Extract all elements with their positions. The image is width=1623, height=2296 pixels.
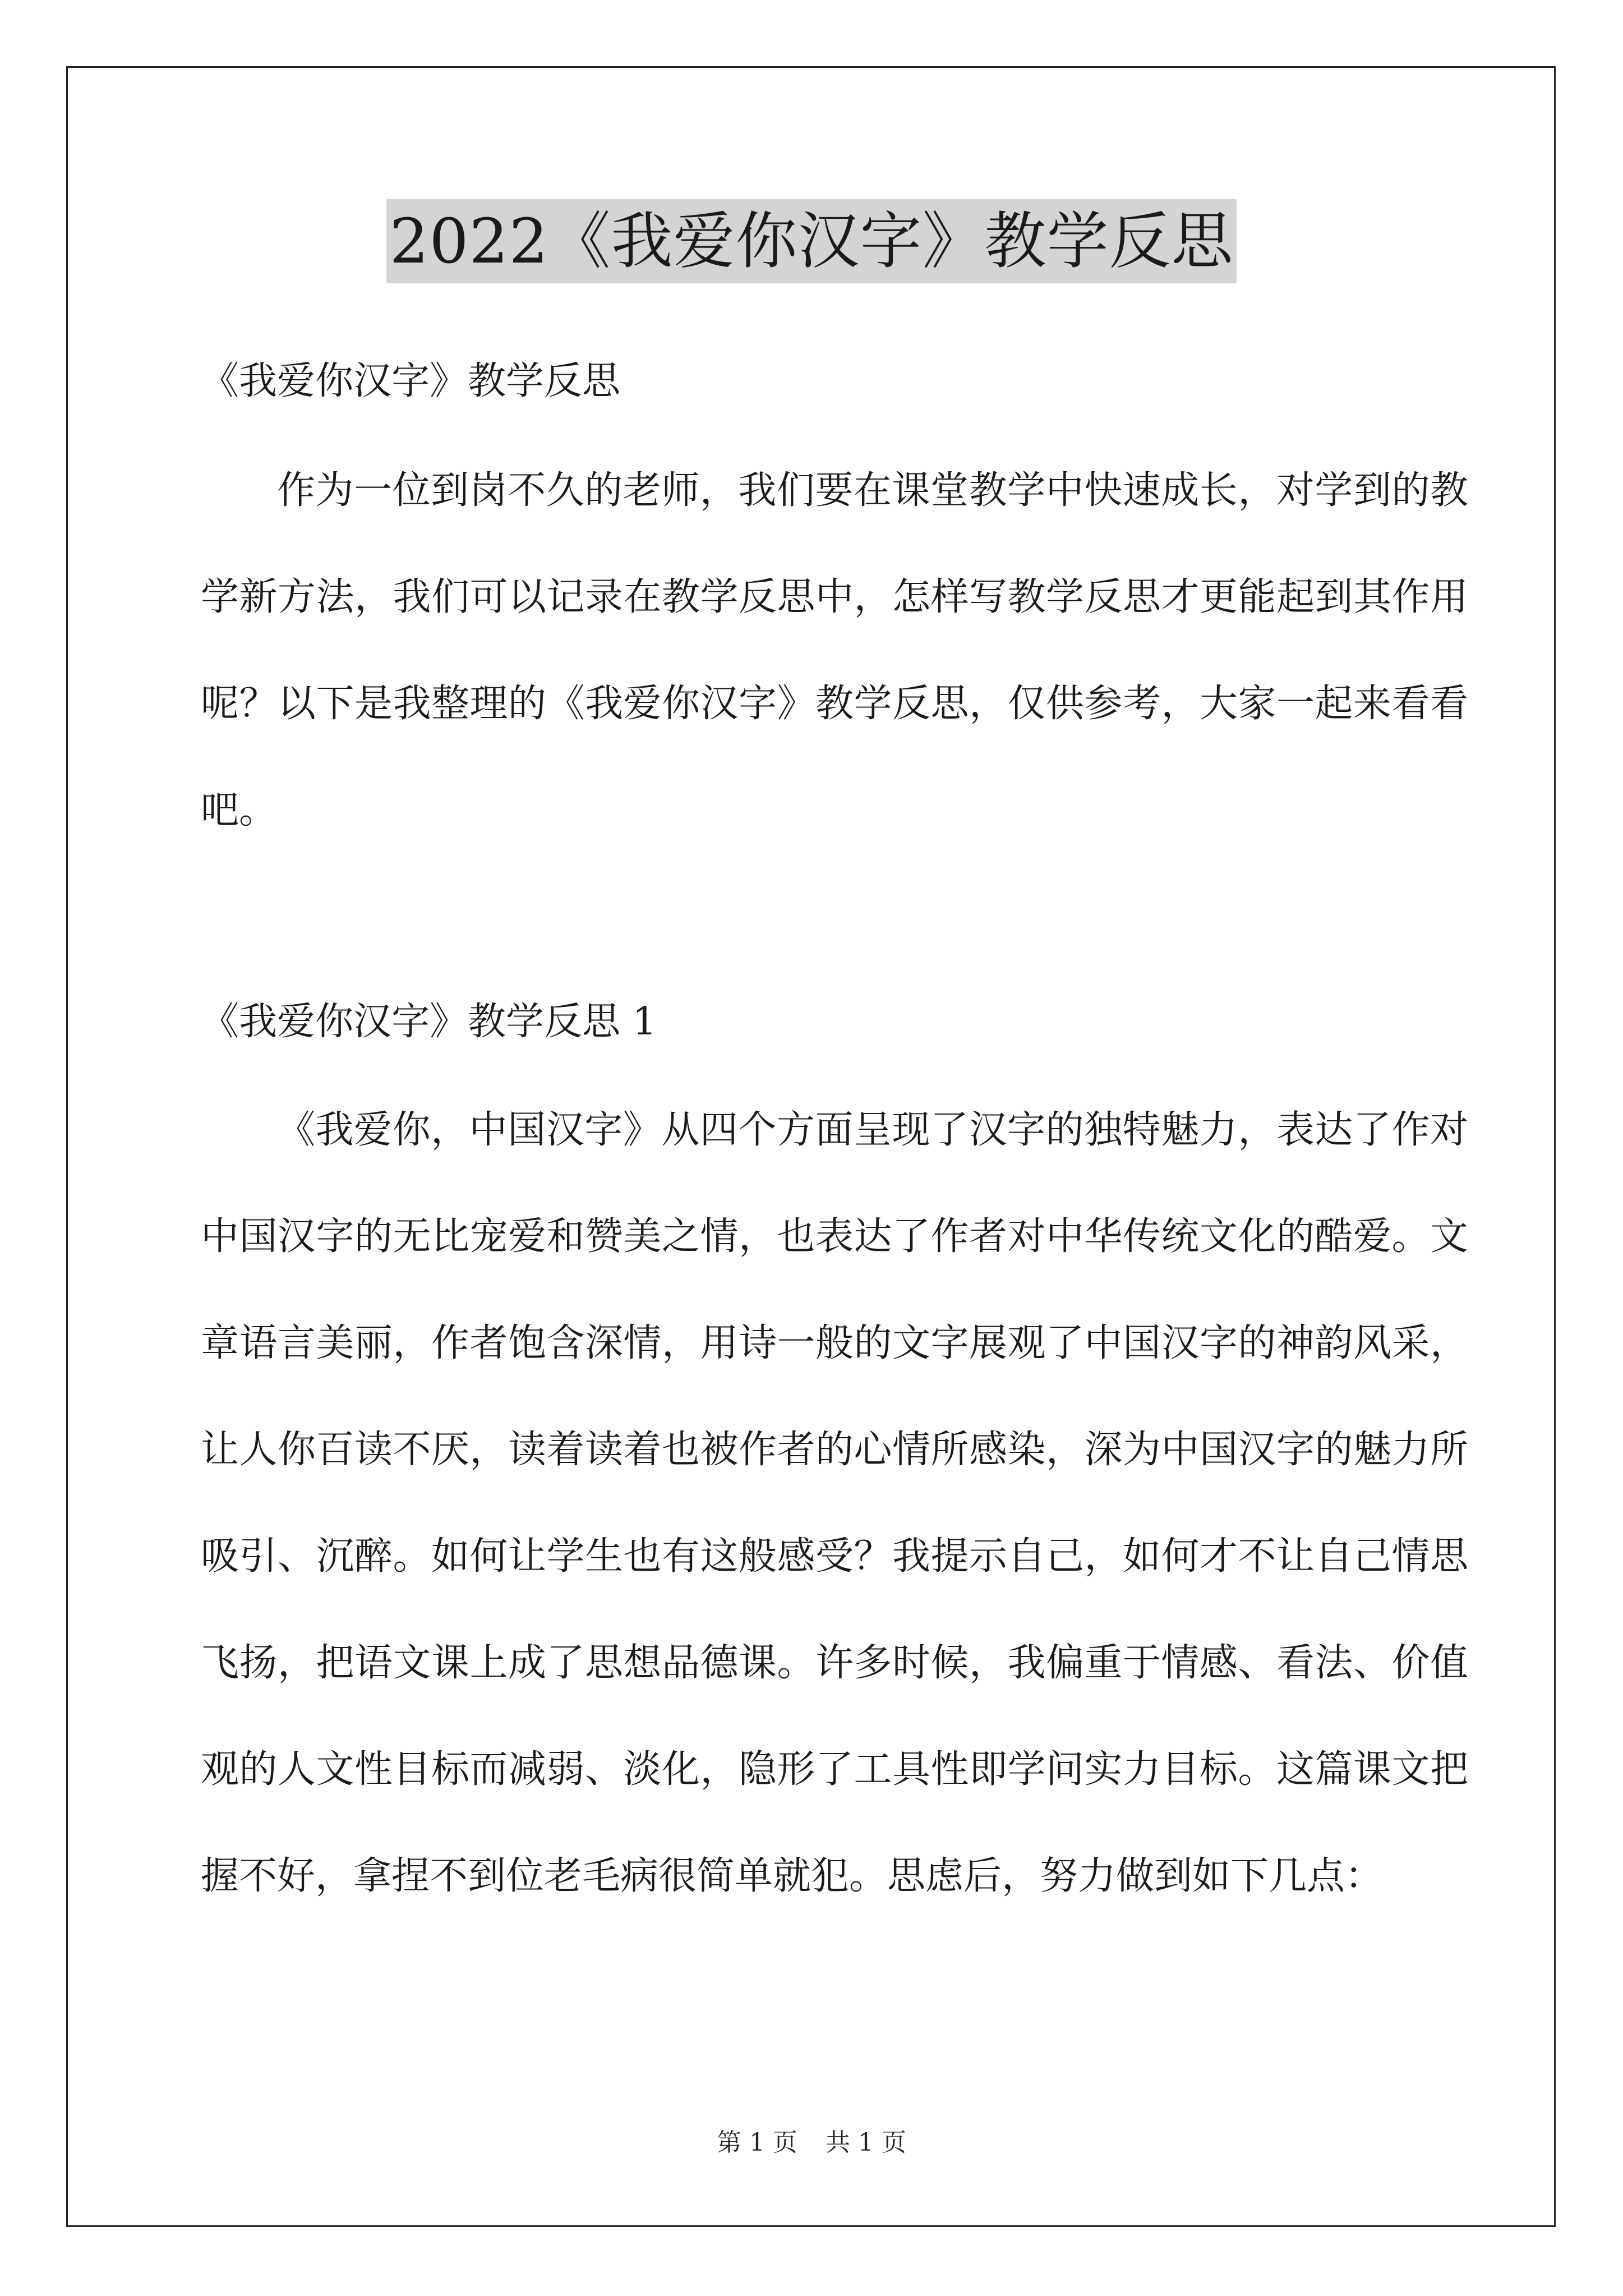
intro-paragraph: 作为一位到岗不久的老师，我们要在课堂教学中快速成长，对学到的教学新方法，我们可以记录在教学反思中，怎样写教学反思才更能起到其作用呢？以下是我整理的《我爱你汉字》教学反思，仅供参考，大家一起来看看吧。 xyxy=(201,468,1468,832)
page-total: 共 1 页 xyxy=(826,2128,906,2157)
page-footer xyxy=(0,2126,1623,2160)
document-subtitle: 《我爱你汉字》教学反思 xyxy=(201,359,621,403)
document-title: 2022《我爱你汉字》教学反思 xyxy=(386,199,1237,283)
page-number: 第 1 页 xyxy=(717,2128,797,2157)
title-container xyxy=(0,199,1623,283)
section-heading: 《我爱你汉字》教学反思 1 xyxy=(201,1000,657,1044)
section-paragraph: 《我爱你，中国汉字》从四个方面呈现了汉字的独特魅力，表达了作对中国汉字的无比宠爱和赞美之情，也表达了作者对中华传统文化的酷爱。文章语言美丽，作者饱含深情，用诗一般的文字展观了中国汉字的神韵风采，让人你百读不厌，读着读着也被作者的心情所感染，深为中国汉字的魅力所吸引、沉醉。如何让学生也有这般感受？我提示自己，如何才不让自己情思飞扬，把语文课上成了思想品德课。许多时候，我偏重于情感、看法、价值观的人文性目标而减弱、淡化，隐形了工具性即学问实力目标。这篇课文把握不好，拿捏不到位老毛病很简单就犯。思虑后，努力做到如下几点： xyxy=(201,1108,1468,1898)
